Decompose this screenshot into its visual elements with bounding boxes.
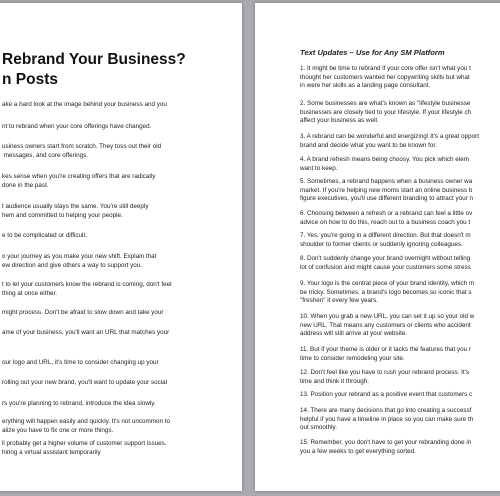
list-item: 15. Remember, you don't have to get your rebranding done in you a few weeks to get everything sorted. — [300, 439, 472, 455]
left-paragraph: rs you're planning to rebrand, introduce the idea slowly. — [2, 400, 156, 407]
list-item: 9. Your logo is the central piece of your brand identity, which m be tricky. Sometimes, a brand's logo becomes so iconic that s "freshen" it every few years. — [300, 280, 475, 305]
list-item: 12. Don't feel like you have to rush your rebrand process. It's time and think it through. — [300, 369, 470, 385]
left-paragraph: ll probably get a higher volume of customer support issues. hiring a virtual assistant temporarily — [2, 440, 167, 456]
left-paragraph: kes sense when you're creating offers that are radically done in the past. — [2, 173, 156, 189]
left-paragraph: t to let your customers know the rebrand is coming, don't feel thing at once either. — [2, 281, 172, 297]
list-item: 5. Sometimes, a rebrand happens when a business owner wa market. If you're helping new moms start an online business b figure executives, you'll use different branding to attract your n — [300, 178, 473, 203]
left-paragraph: e to be complicated or difficult. — [2, 232, 87, 239]
left-paragraph: erything will happen easily and quickly. It's not uncommon to alize you have to fix one or more things. — [2, 418, 171, 434]
left-paragraph: ame of your business, you'll want an URL that matches your — [2, 329, 170, 336]
list-item: 14. There are many decisions that go into creating a successf helpful if you have a timeline in place so you can make sure th out smoothly. — [300, 407, 474, 432]
list-item: 6. Choosing between a refresh or a rebrand can feel a little ov advice on how to do this, reach out to a business coach you t — [300, 210, 473, 226]
list-item: 1. It might be time to rebrand if your core offer isn't what you t thought her customers wanted her copywriting skills but what in were her skills as a landing page consultant. — [300, 65, 471, 90]
left-paragraph: nt to rebrand when your core offerings have changed. — [2, 123, 152, 130]
list-item: 8. Don't suddenly change your brand overnight without telling lot of confusion and might cause your customers some stress — [300, 255, 471, 271]
left-paragraph: rolling out your new brand, you'll want to update your social — [2, 379, 168, 386]
list-item: 2. Some businesses are what's known as "lifestyle businesse businesses are closely tied to your lifestyle. If your lifestyle ch affect your business as well. — [300, 100, 472, 125]
list-item: 11. But if your theme is older or it lacks the features that you r time to consider remodeling your site. — [300, 346, 472, 362]
list-item: 7. Yes, you're going in a different direction. But that doesn't m shoulder to former clients or suddenly ignoring colleagues. — [300, 232, 471, 248]
left-paragraph: ake a hard look at the image behind your business and you — [2, 101, 167, 108]
left-paragraph: our logo and URL, it's time to consider changing up your — [2, 359, 159, 366]
document-page-right — [255, 3, 500, 491]
list-item: 4. A brand refresh means being choosy. You pick which elem want to keep. — [300, 156, 469, 172]
left-paragraph: o your journey as you make your new shift. Explain that ew direction and give others a way to support you. — [2, 253, 157, 269]
list-item: 3. A rebrand can be wonderful and energizing! It's a great opport brand and decide what you want to be known for. — [300, 133, 480, 149]
document-title: Rebrand Your Business? n Posts — [2, 51, 186, 88]
document-page-left — [0, 3, 242, 491]
list-item: 13. Position your rebrand as a positive event that customers c — [300, 391, 473, 398]
left-paragraph: t audience usually stays the same. You're still deeply hem and committed to helping your people. — [2, 203, 149, 219]
left-paragraph: might process. Don't be afraid to slow down and take your — [2, 309, 164, 316]
list-item: 10. When you grab a new URL, you can set it up so your old w new URL. That means any customers or clients who accident address will still arrive at your website. — [300, 313, 475, 338]
left-paragraph: usiness owners start from scratch. They toss out their old messages, and core offerings. — [2, 143, 162, 159]
section-heading: Text Updates – Use for Any SM Platform — [300, 48, 445, 57]
